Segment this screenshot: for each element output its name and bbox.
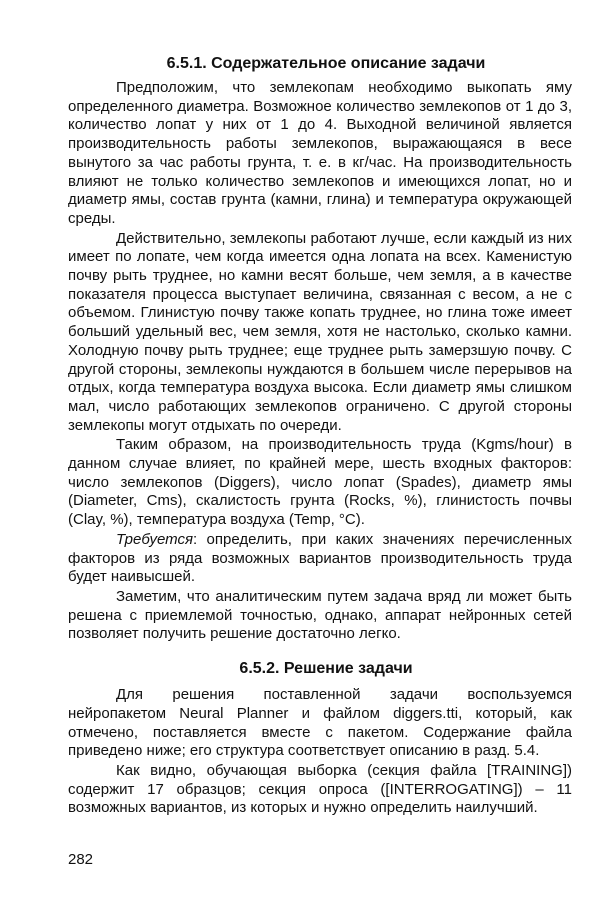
paragraph: Как видно, обучающая выборка (секция файла [TRAINING]) содержит 17 образцов; секция опроса ([INTERROGATING]) – 11 возможных вариантов, из которых и нужно определить наилучший. [68,761,572,817]
paragraph: Заметим, что аналитическим путем задача вряд ли может быть решена с приемлемой точностью, однако, аппарат нейронных сетей позволяет получить решение достаточно легко. [68,587,572,643]
page-content [68,54,572,818]
paragraph: Предположим, что землекопам необходимо выкопать яму определенного диаметра. Возможное количество землекопов от 1 до 3, количество лопат у них от 1 до 4. Выходной величиной является производительность работы землекопов, выражающаяся в весе вынутого за час работы грунта, т. е. в кг/час. На производительность влияют не только количество землекопов и имеющихся лопат, но и диаметр ямы, состав грунта (камни, глина) и температура окружающей среды. [68,79,572,227]
section-heading-6-5-2: 6.5.2. Решение задачи [239,660,413,678]
section-heading-6-5-1: 6.5.1. Содержательное описание задачи [166,55,486,72]
paragraph: Действительно, землекопы работают лучше, если каждый из них имеет по лопате, чем когда имеется одна лопата на всех. Каменистую почву рыть труднее, но камни весят больше, чем земля, а в качестве показателя процесса выступает величина, связанная с весом, а не с объемом. Глинистую почву также копать труднее, но глина тоже имеет больший удельный вес, чем земля, хотя не настолько, сколько камни. Холодную почву рыть труднее; еще труднее рыть замерзшую почву. С другой стороны, землекопы нуждаются в большем числе перерывов на отдых, когда температура воздуха высока. Если диаметр ямы слишком мал, число работающих землекопов ограничено. С другой стороны землекопы могут отдыхать по очереди. [68,229,572,434]
emphasis-text: Требуется [116,530,193,548]
page-number: 282 [68,851,94,868]
paragraph: Для решения поставленной задачи воспользуемся нейропакетом Neural Planner и файлом diggers.tti, который, как отмечено, поставляется вместе с пакетом. Содержание файла приведено ниже; его структура соответствует описанию в разд. 5.4. [68,686,572,760]
paragraph: Таким образом, на производительность труда (Kgms/hour) в данном случае влияет, по крайней мере, шесть входных факторов: число землекопов (Diggers), число лопат (Spades), диаметр ямы (Diameter, Cms), скалистость грунта (Rocks, %), глинистость почвы (Clay, %), температура воздуха (Temp, °C). [68,436,572,529]
paragraph [68,531,572,587]
paragraph-text: : определить, при каких значениях перечисленных факторов из ряда возможных вариантов производительность труда будет наивысшей. [68,530,572,586]
